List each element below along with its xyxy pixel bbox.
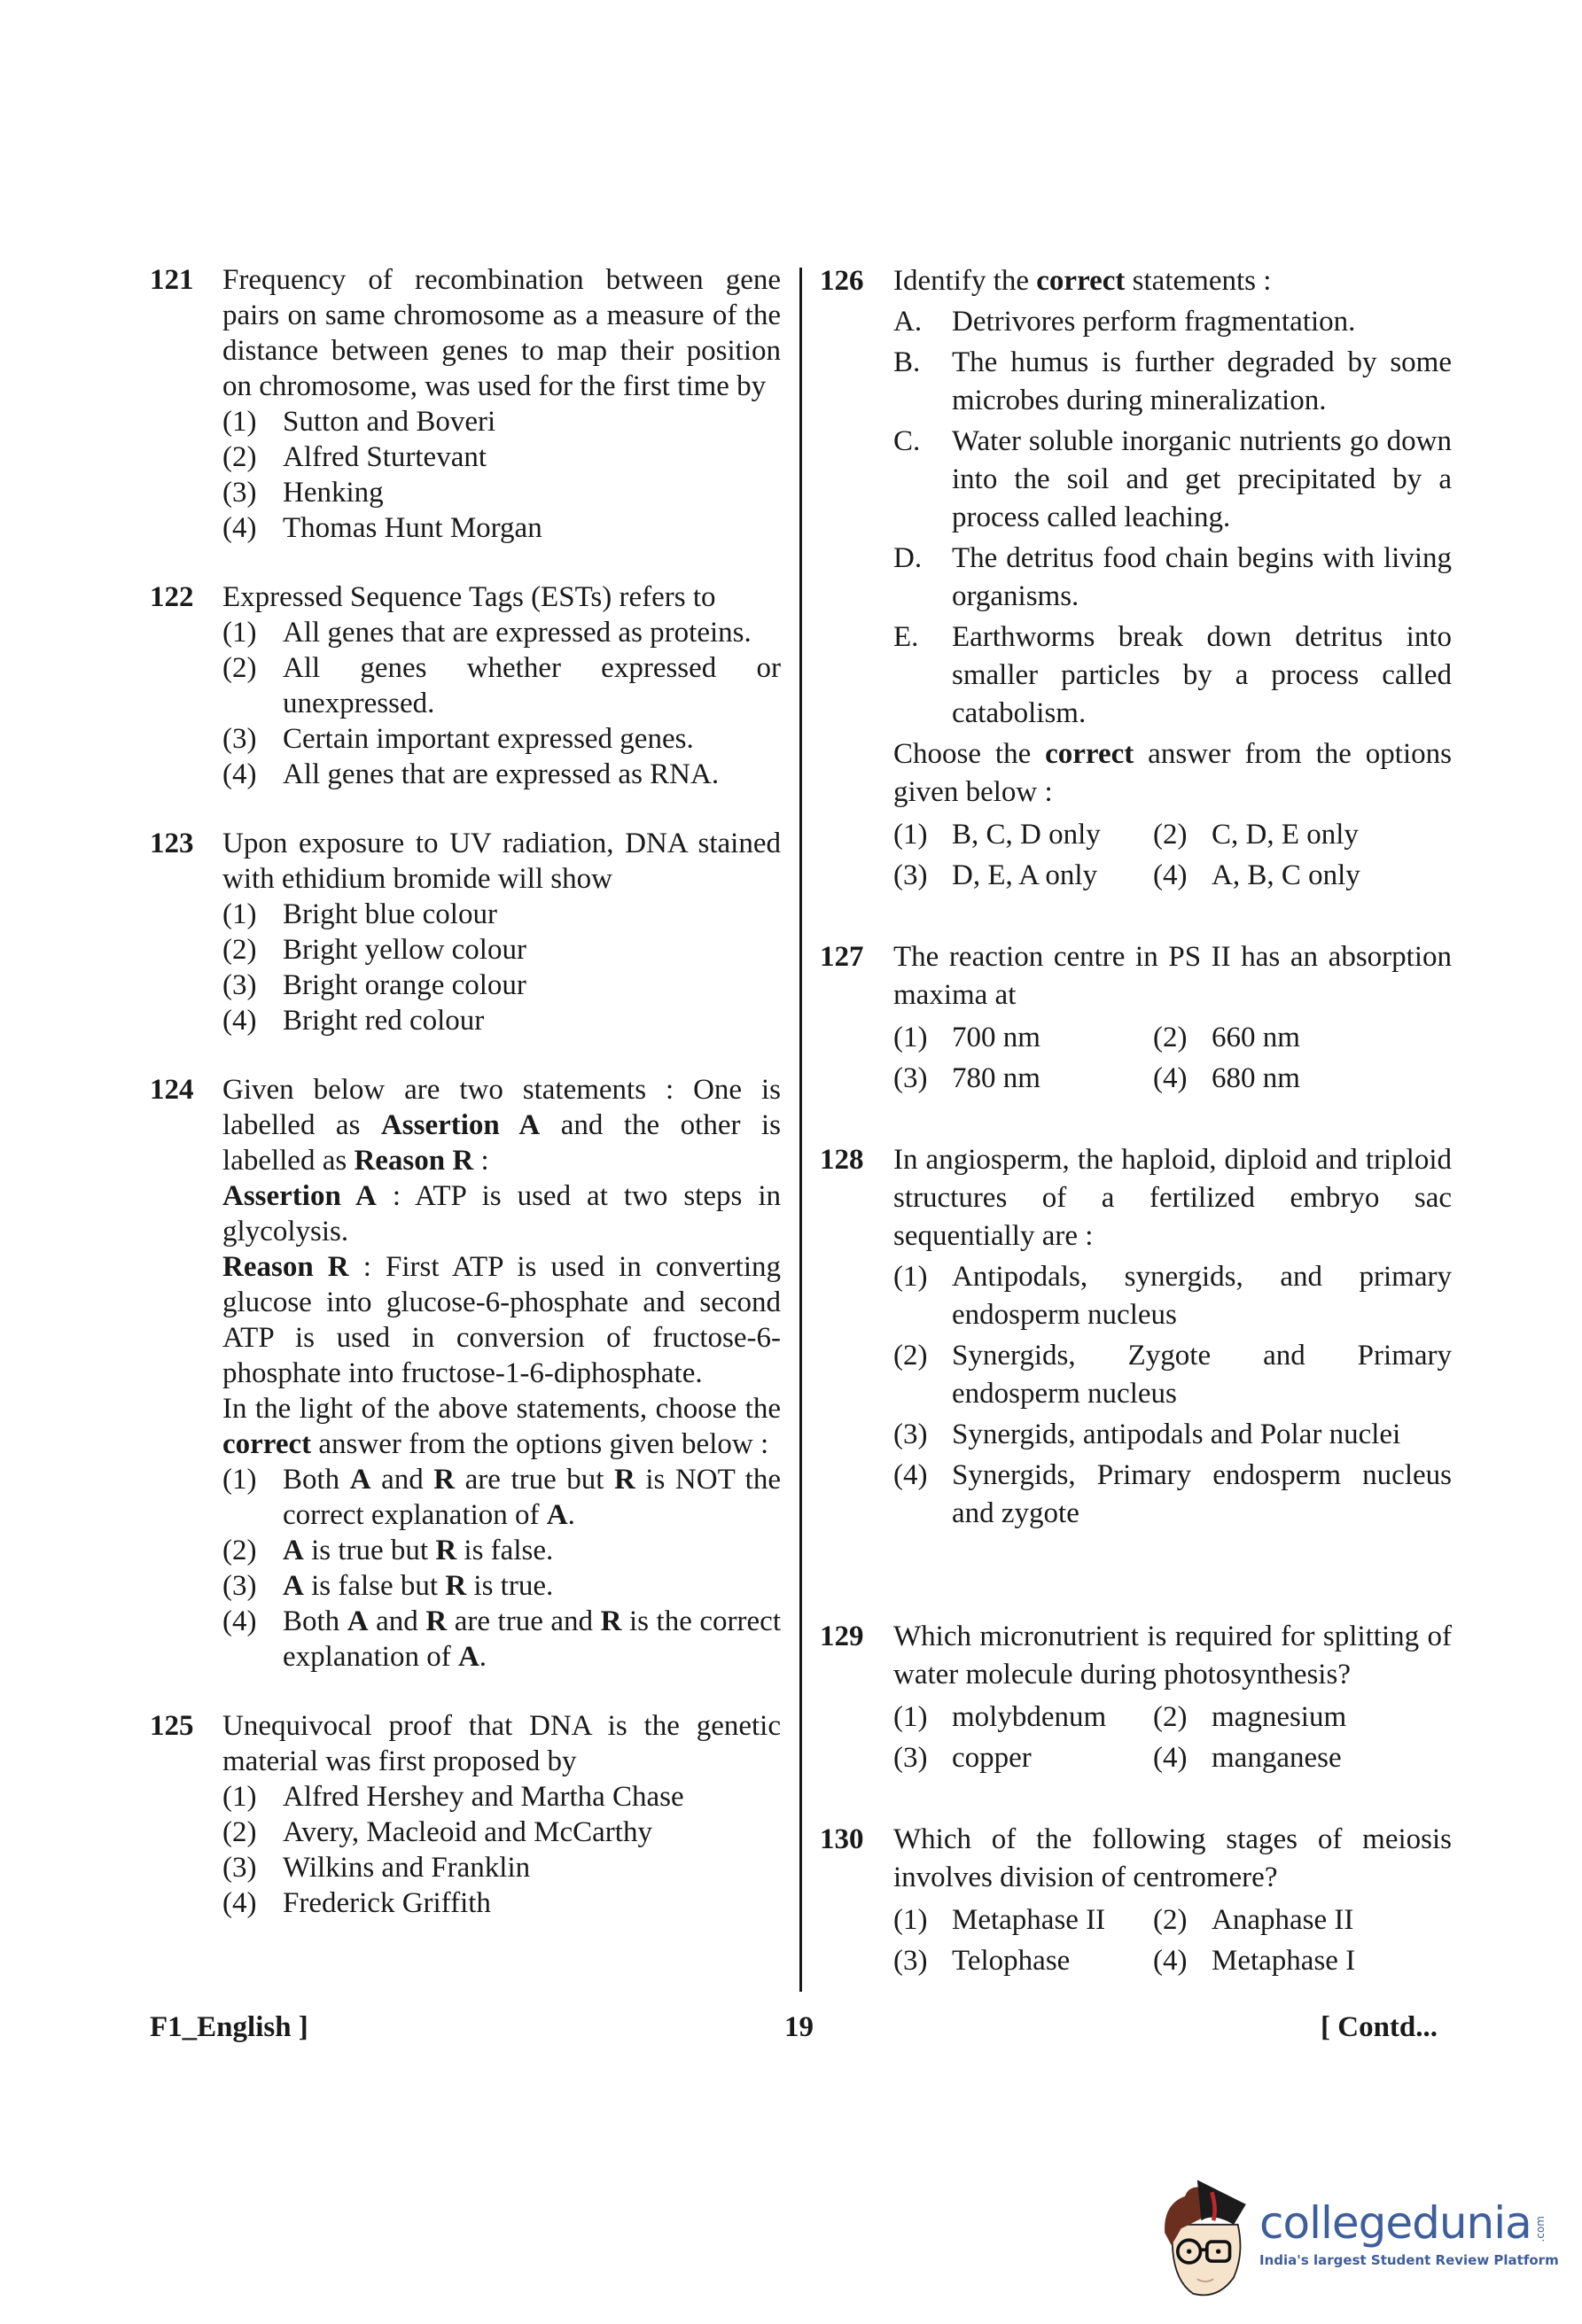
option-4: (4) Thomas Hunt Morgan (222, 512, 542, 544)
mascot-icon (1157, 2162, 1254, 2304)
question-text: The reaction centre in PS II has an absorption maxima at (893, 941, 1452, 1011)
question-number: 124 (150, 1074, 194, 1106)
question-text: Upon exposure to UV radiation, DNA stained with ethidium bromide will show (222, 828, 781, 895)
statement-e: E. Earthworms break down detritus into smaller particles by a process called catabolism. (893, 621, 1452, 729)
question-text: Which of the following stages of meiosis involves division of centromere? (893, 1823, 1452, 1893)
option-2: (2) All genes whether expressed or unexpressed. (222, 652, 781, 719)
option-3: (3) Telophase (893, 1945, 1071, 1977)
question-text: In angiosperm, the haploid, diploid and triploid structures of a fertilized embryo sac sequentially are : (893, 1144, 1452, 1252)
options-grid (893, 1900, 1452, 1981)
option-1: (1) Antipodals, synergids, and primary endosperm nucleus (893, 1261, 1452, 1331)
question-125 (150, 1708, 781, 1921)
question-130 (820, 1821, 1452, 1981)
option-4: (4) All genes that are expressed as RNA. (222, 758, 720, 790)
logo-tagline: India's largest Student Review Platform (1259, 2252, 1559, 2268)
option-1: (1) Alfred Hershey and Martha Chase (222, 1781, 684, 1813)
options-grid (893, 814, 1452, 896)
option-3: (3) D, E, A only (893, 859, 1098, 891)
option-2: (2) 660 nm (1153, 1022, 1300, 1053)
question-number: 126 (820, 265, 864, 297)
footer-paper-code: F1_English ] (150, 2011, 308, 2043)
choose-instruction: In the light of the above statements, choose the correct answer from the options given below : (222, 1393, 781, 1460)
statement-b: B. The humus is further degraded by some microbes during mineralization. (893, 346, 1452, 416)
question-128 (820, 1141, 1452, 1533)
option-4: (4) Both A and R are true and R is the correct explanation of A. (222, 1605, 781, 1673)
question-number: 130 (820, 1823, 864, 1855)
option-3: (3) Synergids, antipodals and Polar nuclei (893, 1418, 1401, 1450)
choose-instruction: Choose the correct answer from the options given below : (893, 738, 1452, 808)
question-126 (820, 262, 1452, 896)
statement-c: C. Water soluble inorganic nutrients go down into the soil and get precipitated by a process called leaching. (893, 425, 1452, 533)
option-4: (4) Synergids, Primary endosperm nucleus and zygote (893, 1459, 1452, 1529)
option-1: (1) Bright blue colour (222, 898, 497, 930)
question-number: 121 (150, 264, 194, 296)
option-4: (4) Metaphase I (1153, 1945, 1356, 1977)
column-divider (799, 268, 802, 1992)
question-text: Which micronutrient is required for splitting of water molecule during photosynthesis? (893, 1621, 1452, 1691)
question-124 (150, 1072, 781, 1675)
option-2: (2) magnesium (1153, 1701, 1347, 1733)
logo-text (1259, 2197, 1559, 2268)
option-1: (1) 700 nm (893, 1022, 1040, 1053)
option-2: (2) Avery, Macleoid and McCarthy (222, 1816, 652, 1848)
assertion: Assertion A : ATP is used at two steps in glycolysis. (222, 1180, 781, 1247)
footer-page-number: 19 (784, 2011, 814, 2043)
option-1: (1) Metaphase II (893, 1904, 1106, 1936)
question-121 (150, 262, 781, 546)
question-123 (150, 826, 781, 1038)
option-3: (3) A is false but R is true. (222, 1570, 554, 1602)
option-4: (4) Bright red colour (222, 1005, 485, 1037)
option-1: (1) All genes that are expressed as proteins. (222, 617, 752, 649)
question-number: 128 (820, 1144, 864, 1176)
question-text: Identify the correct statements : (893, 265, 1272, 297)
option-1: (1) Sutton and Boveri (222, 406, 496, 438)
question-122 (150, 579, 781, 792)
options-grid (893, 1017, 1452, 1099)
logo-wordmark: collegedunia (1259, 2197, 1531, 2249)
option-2: (2) Anaphase II (1153, 1904, 1354, 1936)
collegedunia-logo (1157, 2162, 1559, 2304)
option-2: (2) Synergids, Zygote and Primary endosperm nucleus (893, 1340, 1452, 1410)
right-column (820, 262, 1452, 2024)
option-4: (4) manganese (1153, 1742, 1342, 1774)
option-4: (4) Frederick Griffith (222, 1887, 491, 1919)
question-intro: Given below are two statements : One is labelled as Assertion A and the other is labelled as Reason R : (222, 1074, 781, 1177)
options-grid (893, 1697, 1452, 1778)
statement-d: D. The detritus food chain begins with living organisms. (893, 542, 1452, 612)
question-text: Frequency of recombination between gene pairs on same chromosome as a measure of the distance between genes to map their position on chromosome, was used for the first time by (222, 264, 781, 402)
question-text: Unequivocal proof that DNA is the genetic material was first proposed by (222, 1710, 781, 1777)
option-3: (3) Bright orange colour (222, 969, 526, 1001)
option-3: (3) 780 nm (893, 1062, 1040, 1094)
footer-continued: [ Contd... (1321, 2011, 1438, 2043)
statement-a: A. Detrivores perform fragmentation. (893, 306, 1356, 338)
question-127 (820, 938, 1452, 1099)
left-column (150, 262, 781, 1955)
option-2: (2) C, D, E only (1153, 819, 1359, 851)
option-3: (3) Henking (222, 477, 384, 509)
question-number: 127 (820, 941, 864, 973)
option-3: (3) copper (893, 1742, 1032, 1774)
question-number: 123 (150, 828, 194, 859)
question-number: 129 (820, 1621, 864, 1652)
option-3: (3) Wilkins and Franklin (222, 1852, 531, 1884)
option-2: (2) Alfred Sturtevant (222, 441, 487, 473)
question-number: 122 (150, 581, 194, 613)
question-129 (820, 1618, 1452, 1778)
option-3: (3) Certain important expressed genes. (222, 723, 694, 755)
option-2: (2) A is true but R is false. (222, 1535, 554, 1566)
option-4: (4) A, B, C only (1153, 859, 1360, 891)
question-number: 125 (150, 1710, 194, 1742)
reason: Reason R : First ATP is used in converting glucose into glucose-6-phosphate and second ATP is used in conversion of fructose-6-phosphate into fructose-1-6-diphosphate. (222, 1251, 781, 1389)
option-1: (1) molybdenum (893, 1701, 1107, 1733)
option-1: (1) B, C, D only (893, 819, 1101, 851)
question-text: Expressed Sequence Tags (ESTs) refers to (222, 581, 716, 613)
option-4: (4) 680 nm (1153, 1062, 1300, 1094)
option-1: (1) Both A and R are true but R is NOT the correct explanation of A. (222, 1464, 781, 1531)
logo-com: .com (1533, 2215, 1547, 2242)
option-2: (2) Bright yellow colour (222, 934, 526, 966)
